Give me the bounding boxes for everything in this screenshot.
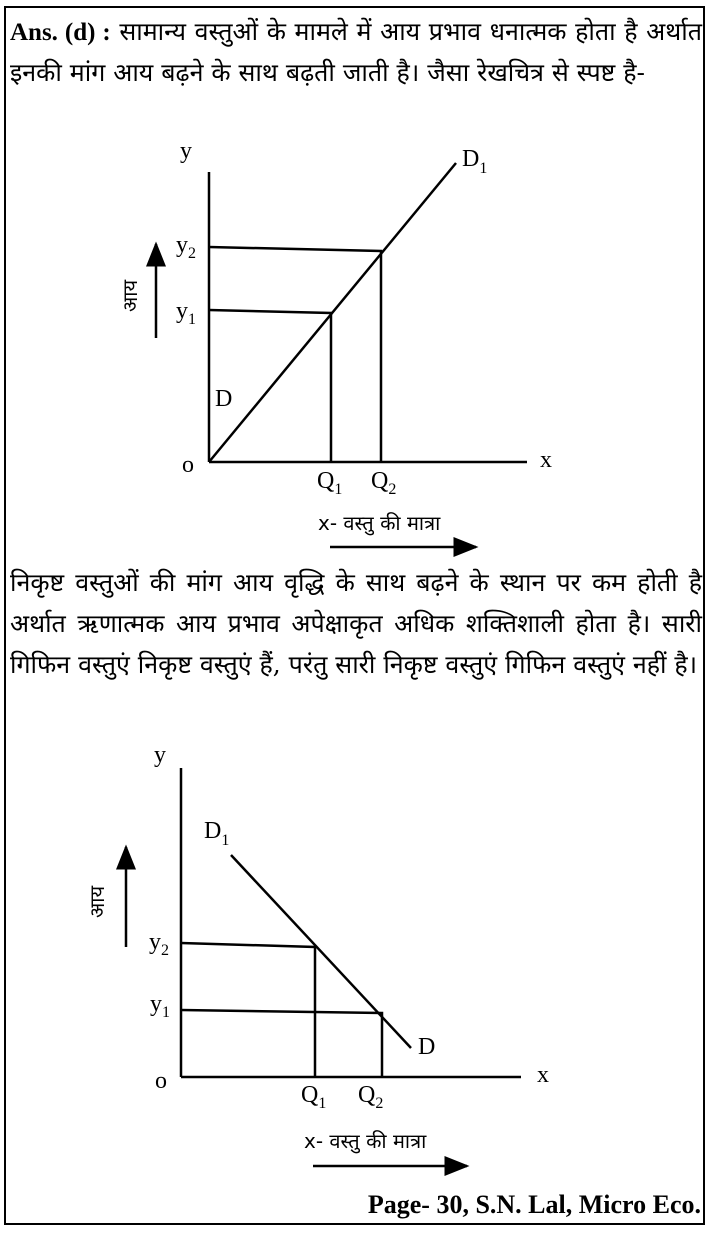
tick-q1-1: $Q_1$ [317, 468, 343, 498]
demand-curve-2 [231, 855, 411, 1048]
tick-y1-2: $y_1$ [150, 991, 170, 1021]
page-reference: Page- 30, S.N. Lal, Micro Eco. [367, 1190, 701, 1219]
tick-q2-1: $Q_2$ [371, 468, 397, 498]
y-axis-label-2: y [154, 742, 166, 768]
tick-y2-1: $y_2$ [176, 232, 196, 262]
demand-curve-1 [209, 163, 456, 462]
tick-q1-2: $Q_1$ [301, 1082, 327, 1112]
x-caption-2: x- वस्तु की मात्रा [304, 1129, 427, 1153]
y-caption-2: आय [85, 885, 109, 918]
paragraph-normal-goods: सामान्य वस्तुओं के मामले में आय प्रभाव धनात्मक होता है अर्थात इनकी मांग आय बढ़ने के साथ बढ़ती जाती है। जैसा रेखचित्र से स्पष्ट है- [10, 17, 702, 87]
x-axis-label-1: x [540, 447, 552, 473]
y-axis-label-1: y [180, 138, 192, 164]
origin-label-1: o [182, 452, 194, 478]
guide-y1-2 [181, 1010, 382, 1077]
tick-y2-2: $y_2$ [149, 929, 169, 959]
tick-q2-2: $Q_2$ [358, 1082, 384, 1112]
curve-end-label-2: D [418, 1034, 436, 1060]
x-axis-label-2: x [537, 1062, 549, 1088]
y-caption-1: आय [118, 279, 142, 312]
answer-label: Ans. (d) : [10, 19, 111, 46]
curve-start-label-1: D [215, 386, 233, 412]
origin-label-2: o [155, 1068, 167, 1094]
tick-y1-1: $y_1$ [176, 298, 196, 328]
curve-start-label-2: $D_1$ [204, 818, 230, 849]
paragraph-inferior-goods: निकृष्ट वस्तुओं की मांग आय वृद्धि के साथ बढ़ने के स्थान पर कम होती है अर्थात ऋणात्मक आय प्रभाव अपेक्षाकृत अधिक शक्तिशाली होता है। सारी गिफिन वस्तुएं निकृष्ट वस्तुएं हैं, परंतु सारी निकृष्ट वस्तुएं गिफिन वस्तुएं नहीं है। [10, 568, 702, 679]
x-caption-1: x- वस्तु की मात्रा [318, 511, 441, 535]
curve-end-label-1: $D_1$ [462, 146, 488, 177]
